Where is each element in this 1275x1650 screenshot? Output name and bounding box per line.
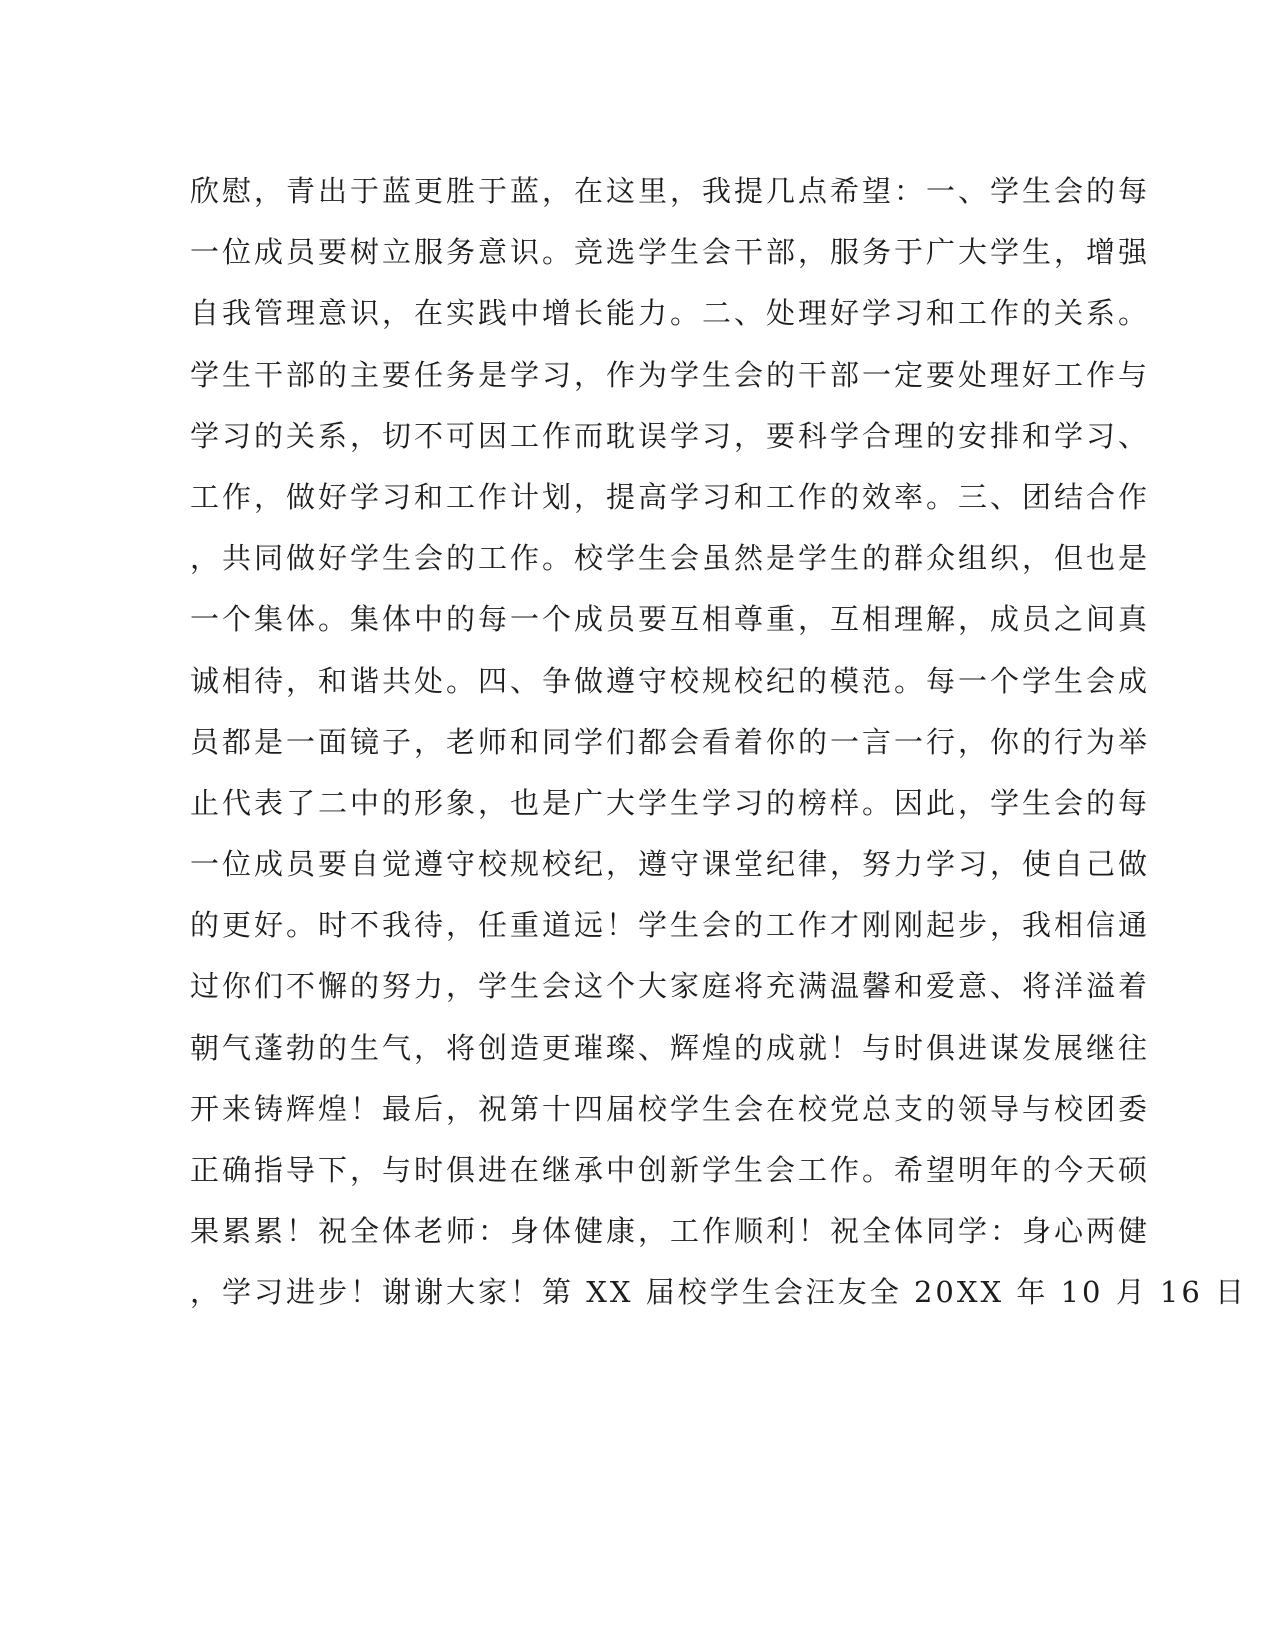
- text-line: 过你们不懈的努力，学生会这个大家庭将充满温馨和爱意、将洋溢着: [190, 969, 1151, 1004]
- text-line: 止代表了二中的形象，也是广大学生学习的榜样。因此，学生会的每: [190, 785, 1151, 820]
- text-line: 一位成员要自觉遵守校规校纪，遵守课堂纪律，努力学习，使自己做: [190, 847, 1151, 882]
- text-line: 一个集体。集体中的每一个成员要互相尊重，互相理解，成员之间真: [190, 602, 1151, 637]
- text-line: 一位成员要树立服务意识。竞选学生会干部，服务于广大学生，增强: [190, 235, 1151, 270]
- text-line: 工作，做好学习和工作计划，提高学习和工作的效率。三、团结合作: [190, 479, 1151, 514]
- text-line: 的更好。时不我待，任重道远！学生会的工作才刚刚起步，我相信通: [190, 908, 1151, 943]
- body-text: [190, 166, 1248, 1329]
- text-line: 正确指导下，与时俱进在继承中创新学生会工作。希望明年的今天硕: [190, 1153, 1151, 1187]
- text-line: 员都是一面镜子，老师和同学们都会看着你的一言一行，你的行为举: [190, 724, 1151, 759]
- text-line: 果累累！祝全体老师：身体健康，工作顺利！祝全体同学：身心两健: [190, 1214, 1151, 1249]
- text-line: ，共同做好学生会的工作。校学生会虽然是学生的群众组织，但也是: [190, 541, 1151, 576]
- text-line: 学生干部的主要任务是学习，作为学生会的干部一定要处理好工作与: [190, 357, 1151, 392]
- text-line: 诚相待，和谐共处。四、争做遵守校规校纪的模范。每一个学生会成: [190, 663, 1151, 698]
- text-line: 自我管理意识，在实践中增长能力。二、处理好学习和工作的关系。: [190, 296, 1151, 331]
- text-line: 朝气蓬勃的生气，将创造更璀璨、辉煌的成就！与时俱进谋发展继往: [190, 1030, 1151, 1065]
- text-line: 开来铸辉煌！最后，祝第十四届校学生会在校党总支的领导与校团委: [190, 1091, 1151, 1126]
- text-line: ，学习进步！谢谢大家！第 XX 届校学生会汪友全 20XX 年 10 月 16 日: [190, 1275, 1248, 1310]
- text-line: 欣慰，青出于蓝更胜于蓝，在这里，我提几点希望：一、学生会的每: [190, 174, 1151, 208]
- text-line: 学习的关系，切不可因工作而耽误学习，要科学合理的安排和学习、: [190, 418, 1151, 453]
